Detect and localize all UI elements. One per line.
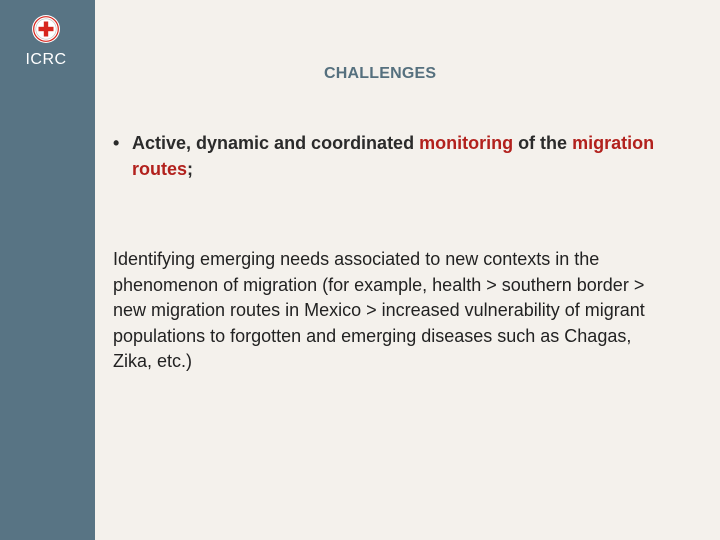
- bullet-text-part1: Active, dynamic and coordinated: [132, 133, 420, 153]
- red-cross-logo-icon: [31, 14, 61, 44]
- bullet-highlight-monitoring: monitoring: [419, 133, 514, 153]
- bullet-dot: •: [113, 133, 120, 153]
- bullet-text-part2: of the: [513, 133, 573, 153]
- bullet-list: [113, 130, 673, 182]
- body-paragraph: Identifying emerging needs associated to new contexts in the phenomenon of migration (for example, health > southern border > new migration routes in Mexico > increased vulnerability of migrant populations to forgotten and emerging diseases such as Chagas, Zika, etc.): [113, 249, 645, 371]
- sidebar: [0, 0, 95, 540]
- bullet-text-part3: ;: [187, 159, 194, 179]
- brand-label: ICRC: [25, 51, 67, 68]
- slide-title: CHALLENGES: [324, 65, 437, 82]
- bullet-highlight-migration-routes: migration routes: [132, 133, 655, 179]
- bullet-item: [113, 130, 673, 182]
